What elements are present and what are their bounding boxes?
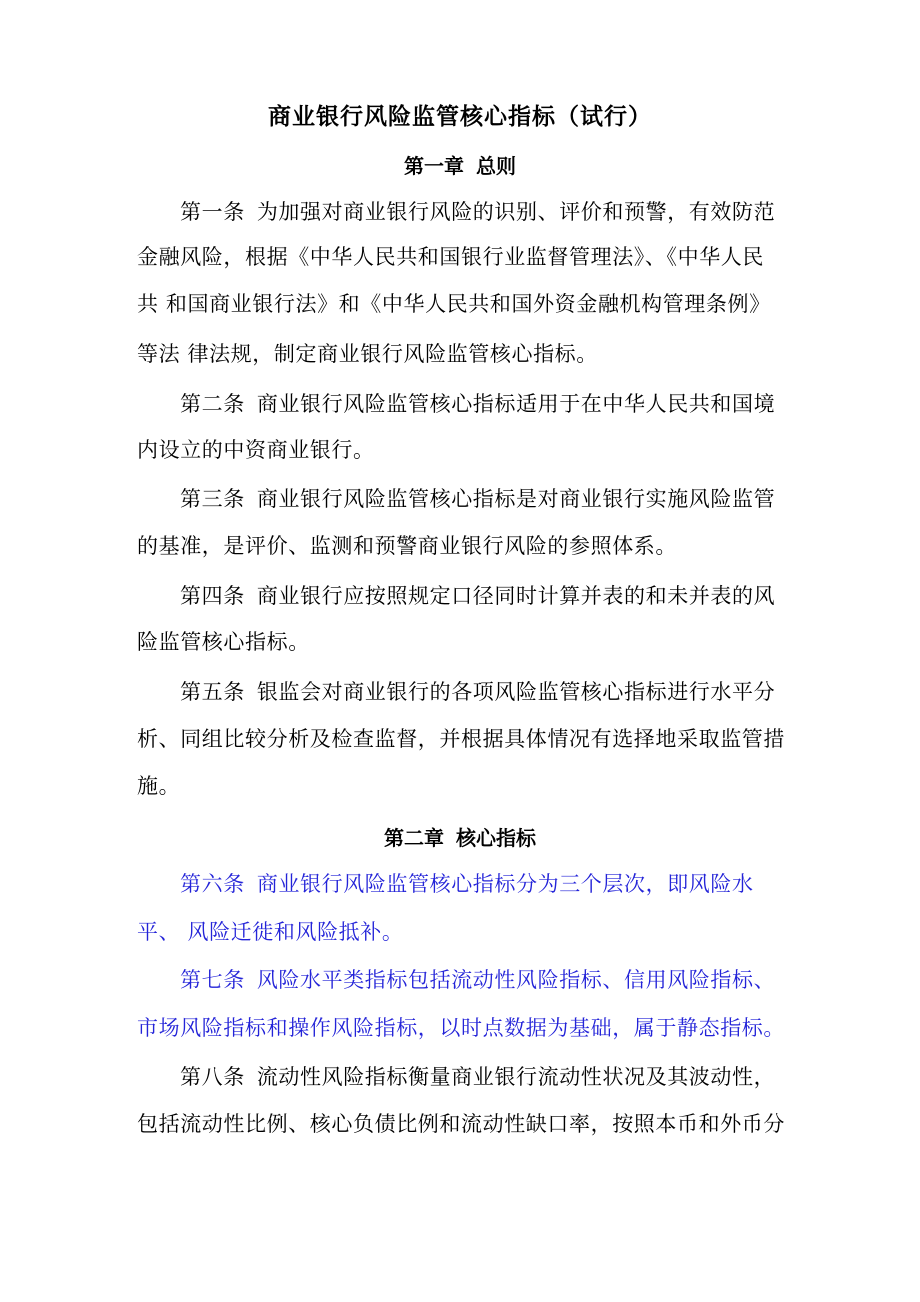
chapter-name: 核心指标	[456, 826, 536, 850]
line-text: 平、 风险迁徙和风险抵补。	[137, 920, 404, 944]
chapter-label: 第二章	[384, 826, 444, 850]
line-text: 等法 律法规，制定商业银行风险监管核心指标。	[137, 342, 598, 366]
article-label: 第四条	[180, 584, 245, 608]
line-text: 的基准，是评价、监测和预警商业银行风险的参照体系。	[137, 534, 677, 558]
article-label: 第六条	[180, 872, 245, 896]
paragraph-line	[180, 581, 775, 611]
article-label: 第五条	[180, 680, 245, 704]
line-text: 风险水平类指标包括流动性风险指标、信用风险指标、	[256, 968, 776, 992]
paragraph-line	[137, 724, 785, 754]
paragraph-line	[137, 339, 598, 369]
paragraph-line	[137, 242, 764, 272]
article-label: 第八条	[180, 1065, 245, 1089]
paragraph-line	[137, 1109, 785, 1139]
paragraph-line-highlighted	[137, 1013, 785, 1043]
chapter-name: 总则	[476, 154, 516, 178]
chapter-heading-1	[0, 150, 920, 179]
line-text: 为加强对商业银行风险的识别、评价和预警，有效防范	[256, 200, 776, 224]
document-title: 商业银行风险监管核心指标（试行）	[268, 104, 652, 130]
chapter-heading-2	[0, 822, 920, 851]
paragraph-line-highlighted	[180, 965, 775, 995]
paragraph-line-highlighted	[137, 917, 403, 947]
line-text: 施。	[137, 774, 181, 798]
paragraph-line	[137, 771, 180, 801]
paragraph-line	[137, 289, 771, 319]
line-text: 银监会对商业银行的各项风险监管核心指标进行水平分	[256, 680, 776, 704]
chapter-label: 第一章	[404, 154, 464, 178]
paragraph-line	[137, 531, 677, 561]
line-text: 险监管核心指标。	[137, 630, 310, 654]
paragraph-line	[180, 389, 775, 419]
paragraph-line	[137, 435, 375, 465]
line-text: 金融风险，根据《中华人民共和国银行业监督管理法》、《中华人民	[137, 245, 764, 269]
paragraph-line	[180, 1062, 775, 1092]
line-text: 内设立的中资商业银行。	[137, 438, 375, 462]
paragraph-line	[137, 627, 310, 657]
line-text: 包括流动性比例、核心负债比例和流动性缺口率，按照本币和外币分	[137, 1112, 785, 1136]
paragraph-line	[180, 677, 775, 707]
article-label: 第一条	[180, 200, 245, 224]
paragraph-line-highlighted	[180, 869, 754, 899]
line-text: 商业银行风险监管核心指标适用于在中华人民共和国境	[256, 392, 776, 416]
line-text: 商业银行应按照规定口径同时计算并表的和未并表的风	[256, 584, 776, 608]
paragraph-line	[180, 197, 775, 227]
article-label: 第七条	[180, 968, 245, 992]
line-text: 商业银行风险监管核心指标是对商业银行实施风险监管	[256, 487, 776, 511]
line-text: 析、同组比较分析及检查监督，并根据具体情况有选择地采取监管措	[137, 727, 785, 751]
paragraph-line	[180, 484, 775, 514]
article-label: 第三条	[180, 487, 245, 511]
line-text: 商业银行风险监管核心指标分为三个层次，即风险水	[256, 872, 754, 896]
line-text: 共 和国商业银行法》和《中华人民共和国外资金融机构管理条例》	[137, 292, 771, 316]
article-label: 第二条	[180, 392, 245, 416]
line-text: 流动性风险指标衡量商业银行流动性状况及其波动性，	[256, 1065, 776, 1089]
line-text: 市场风险指标和操作风险指标，以时点数据为基础，属于静态指标。	[137, 1016, 785, 1040]
